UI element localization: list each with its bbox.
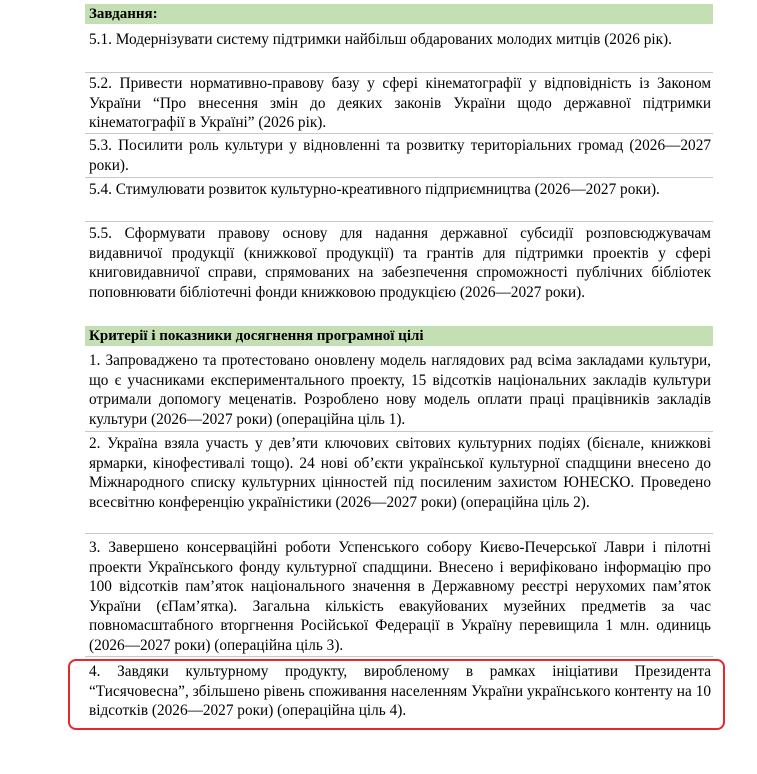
criterion-4: 4. Завдяки культурному продукту, виробленому в рамках ініціативи Президента “Тисячовесна”, збільшено рівень споживання населенням України українського контенту на 10 відсотків (2026—2027 роки) (операційна ціль 4). [89,663,711,720]
task-5-2: 5.2. Привести нормативно-правову базу у сфері кінематографії у відповідність із Законом України “Про внесення змін до деяких законів України щодо державної підтримки кінематографії в Україні” (2026 рік). [89,75,711,132]
task-5-4: 5.4. Стимулювати розвиток культурно-креативного підприємництва (2026—2027 роки). [89,181,660,198]
divider [85,656,713,657]
highlight-box [68,659,725,730]
task-5-3: 5.3. Посилити роль культури у відновленні та розвитку територіальних громад (2026—2027 роки). [89,137,711,174]
criterion-3: 3. Завершено консерваційні роботи Успенського собору Києво-Печерської Лаври і пілотні проекти Українського фонду культурної спадщини. Внесено і верифіковано інформацію про 100 відсотків пам’яток національного значення в Державному реєстрі нерухомих пам’яток України (єПам’ятка). Загальна кількість евакуйованих музейних предметів за час повномасштабного вторгнення Російської Федерації в Україну перевищила 1 млн. одиниць (2026—2027 роки) (операційна ціль 3). [89,539,711,654]
divider [85,133,713,134]
task-5-5: 5.5. Сформувати правову основу для надання державної субсидії розповсюджувачам видавничої продукції (книжкової продукції) та грантів для підтримки проектів у сфері книговидавничої справи, спрямованих на забезпечення спроможності публічних бібліотек поповнювати бібліотечні фонди книжковою продукцією (2026—2027 роки). [89,225,711,301]
criteria-header: Критерії і показники досягнення програмної цілі [85,326,713,346]
divider [85,221,713,222]
tasks-header: Завдання: [85,4,713,24]
criterion-2: 2. Україна взяла участь у дев’яти ключових світових культурних подіях (бієнале, книжкові ярмарки, кінофестивалі тощо). 24 нові об’єкти української культурної спадщини внесено до Міжнародного списку культурних цінностей під посиленим захистом ЮНЕСКО. Проведено всесвітню конференцію україністики (2026—2027 роки) (операційна ціль 2). [89,435,711,511]
criterion-1: 1. Запроваджено та протестовано оновлену модель наглядових рад всіма закладами культури, що є учасниками експериментального проекту, 15 відсотків національних закладів культури отримали допомогу меценатів. Розроблено нову модель оплати праці працівників закладів культури (2026—2027 роки) (операційна ціль 1). [89,352,711,428]
divider [85,72,713,73]
task-5-1: 5.1. Модернізувати систему підтримки найбільш обдарованих молодих митців (2026 рік). [89,31,672,48]
divider [85,533,713,534]
divider [85,431,713,432]
divider [85,177,713,178]
